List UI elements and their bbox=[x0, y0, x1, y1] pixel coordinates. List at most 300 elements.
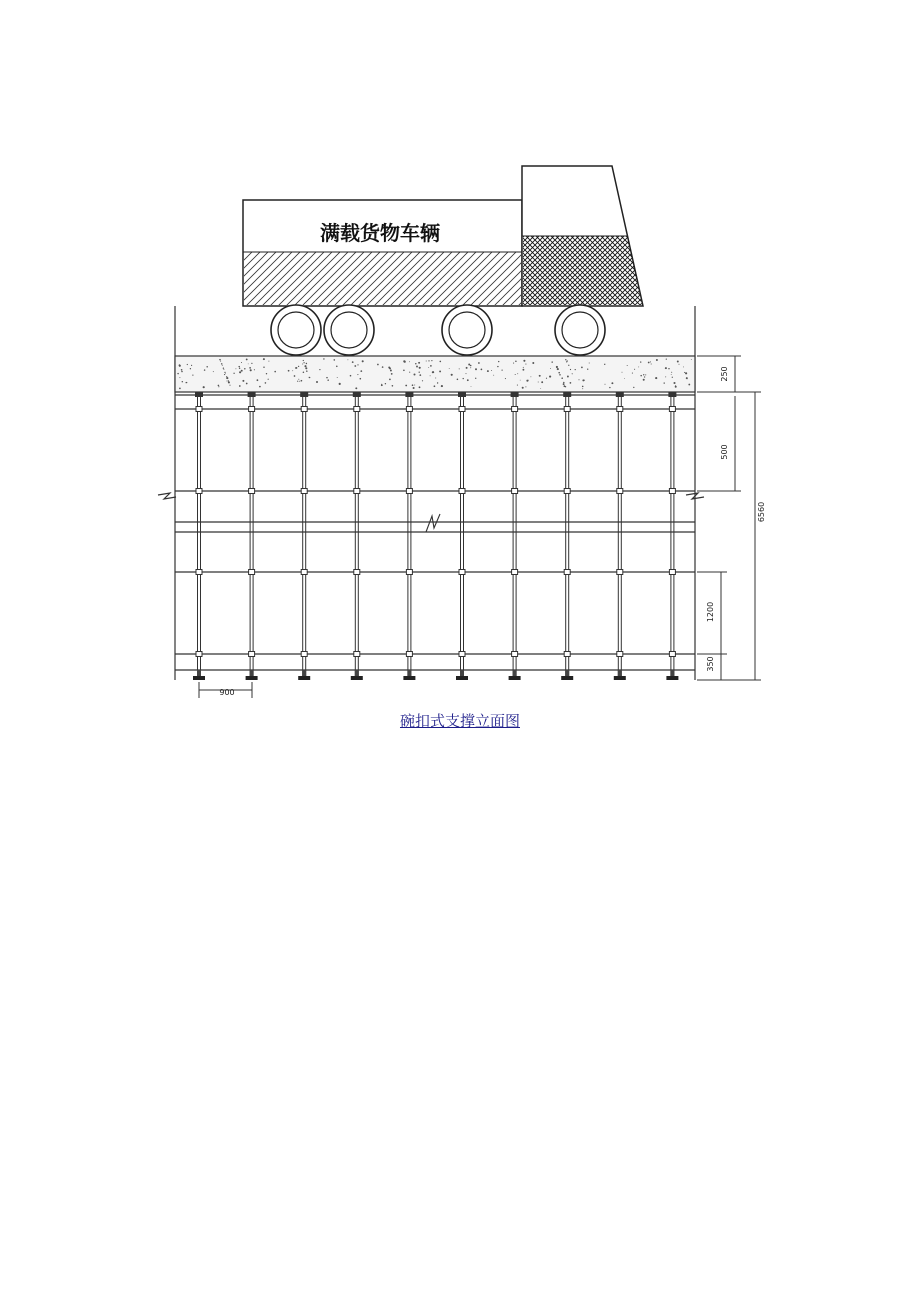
aggregate-dot bbox=[228, 381, 230, 383]
base-plate bbox=[403, 676, 415, 680]
bowl-joint bbox=[617, 489, 623, 494]
aggregate-dot bbox=[426, 361, 427, 362]
aggregate-dot bbox=[381, 384, 383, 386]
aggregate-dot bbox=[309, 377, 310, 378]
aggregate-dot bbox=[355, 387, 357, 389]
aggregate-dot bbox=[412, 384, 414, 386]
aggregate-dot bbox=[224, 374, 225, 375]
aggregate-dot bbox=[219, 359, 221, 361]
aggregate-dot bbox=[470, 365, 472, 367]
aggregate-dot bbox=[570, 369, 571, 370]
bowl-joint bbox=[564, 652, 570, 657]
bowl-joint bbox=[196, 489, 202, 494]
bowl-joint bbox=[669, 570, 675, 575]
aggregate-dot bbox=[651, 363, 652, 364]
aggregate-dot bbox=[347, 359, 348, 360]
base-jack bbox=[670, 670, 674, 676]
aggregate-dot bbox=[441, 385, 443, 387]
truck-wheels bbox=[271, 305, 605, 355]
aggregate-dot bbox=[418, 362, 420, 364]
aggregate-dot bbox=[357, 364, 358, 365]
aggregate-dot bbox=[505, 378, 506, 379]
aggregate-dot bbox=[306, 370, 308, 372]
bowl-joint bbox=[301, 652, 307, 657]
aggregate-dot bbox=[665, 376, 666, 377]
aggregate-dot bbox=[409, 372, 410, 373]
aggregate-dot bbox=[557, 368, 559, 370]
aggregate-dot bbox=[578, 379, 579, 380]
aggregate-dot bbox=[357, 374, 358, 375]
aggregate-dot bbox=[360, 378, 362, 380]
aggregate-dot bbox=[239, 368, 240, 369]
base-plate bbox=[509, 676, 521, 680]
aggregate-dot bbox=[182, 381, 183, 382]
bowl-joint bbox=[617, 570, 623, 575]
aggregate-dot bbox=[644, 376, 645, 377]
aggregate-dot bbox=[435, 378, 436, 379]
aggregate-dot bbox=[498, 361, 499, 362]
top-support bbox=[458, 392, 466, 397]
aggregate-dot bbox=[235, 368, 236, 369]
aggregate-dot bbox=[525, 364, 526, 365]
aggregate-dot bbox=[664, 382, 665, 383]
aggregate-dot bbox=[179, 377, 180, 378]
aggregate-dot bbox=[538, 382, 539, 383]
bowl-joint bbox=[354, 652, 360, 657]
aggregate-dot bbox=[638, 366, 639, 367]
aggregate-dot bbox=[563, 382, 565, 384]
aggregate-dot bbox=[439, 361, 441, 363]
aggregate-dot bbox=[228, 380, 229, 381]
aggregate-dot bbox=[523, 360, 525, 362]
aggregate-dot bbox=[179, 388, 181, 390]
dim-step: 1200 bbox=[706, 601, 715, 623]
aggregate-dot bbox=[223, 368, 224, 369]
aggregate-dot bbox=[419, 367, 421, 369]
base-plate bbox=[614, 676, 626, 680]
aggregate-dot bbox=[303, 362, 304, 363]
break-marker-right bbox=[686, 493, 704, 499]
aggregate-dot bbox=[671, 372, 672, 373]
aggregate-dot bbox=[497, 366, 498, 367]
aggregate-dot bbox=[191, 365, 192, 366]
aggregate-dot bbox=[362, 360, 364, 362]
aggregate-dot bbox=[515, 361, 517, 363]
bowl-joint bbox=[617, 407, 623, 412]
bowl-joint bbox=[406, 570, 412, 575]
aggregate-dot bbox=[239, 371, 241, 373]
bowl-joint bbox=[354, 407, 360, 412]
aggregate-dot bbox=[656, 359, 658, 361]
aggregate-dot bbox=[465, 373, 466, 374]
aggregate-dot bbox=[605, 384, 606, 385]
aggregate-dot bbox=[179, 365, 181, 367]
aggregate-dot bbox=[221, 363, 222, 364]
bowl-joint bbox=[669, 407, 675, 412]
aggregate-dot bbox=[433, 372, 435, 374]
base-jack bbox=[355, 670, 359, 676]
aggregate-dot bbox=[239, 385, 241, 387]
aggregate-dot bbox=[414, 385, 415, 386]
aggregate-dot bbox=[403, 370, 405, 372]
truck-cab-load bbox=[523, 236, 642, 305]
aggregate-dot bbox=[675, 385, 676, 386]
bowl-joint bbox=[512, 407, 518, 412]
aggregate-dot bbox=[319, 369, 320, 370]
bowl-joint bbox=[249, 489, 255, 494]
aggregate-dot bbox=[218, 385, 220, 387]
bowl-joint bbox=[406, 652, 412, 657]
aggregate-dot bbox=[385, 383, 386, 384]
aggregate-dot bbox=[391, 373, 393, 375]
aggregate-dot bbox=[218, 386, 219, 387]
aggregate-dot bbox=[685, 372, 687, 374]
aggregate-dot bbox=[354, 365, 356, 367]
aggregate-dot bbox=[302, 364, 303, 365]
aggregate-dot bbox=[673, 382, 675, 384]
aggregate-dot bbox=[587, 369, 588, 370]
bowl-buckle-scaffold bbox=[175, 392, 695, 680]
aggregate-dot bbox=[403, 360, 405, 362]
aggregate-dot bbox=[449, 368, 450, 369]
aggregate-dot bbox=[192, 375, 193, 376]
aggregate-dot bbox=[413, 373, 415, 375]
aggregate-dot bbox=[655, 377, 657, 379]
aggregate-dot bbox=[339, 383, 341, 385]
base-jack bbox=[302, 670, 306, 676]
aggregate-dot bbox=[683, 366, 684, 367]
aggregate-dot bbox=[430, 365, 432, 367]
aggregate-dot bbox=[627, 365, 628, 366]
aggregate-dot bbox=[303, 360, 304, 361]
aggregate-dot bbox=[294, 375, 296, 377]
aggregate-dot bbox=[468, 364, 470, 366]
aggregate-dot bbox=[645, 374, 646, 375]
aggregate-dot bbox=[550, 368, 551, 369]
aggregate-dot bbox=[526, 380, 528, 382]
base-jack bbox=[197, 670, 201, 676]
aggregate-dot bbox=[522, 387, 524, 389]
aggregate-dot bbox=[220, 361, 221, 362]
aggregate-dot bbox=[392, 385, 394, 387]
aggregate-dot bbox=[561, 377, 563, 379]
bowl-joint bbox=[249, 652, 255, 657]
aggregate-dot bbox=[451, 374, 453, 376]
bowl-joint bbox=[564, 489, 570, 494]
break-marker-left bbox=[158, 493, 176, 499]
aggregate-dot bbox=[431, 360, 432, 361]
dim-slab: 250 bbox=[720, 366, 729, 382]
aggregate-dot bbox=[350, 375, 352, 377]
bowl-joint bbox=[249, 407, 255, 412]
base-jack bbox=[407, 670, 411, 676]
aggregate-dot bbox=[265, 382, 267, 384]
aggregate-dot bbox=[299, 381, 300, 382]
aggregate-dot bbox=[466, 367, 468, 369]
aggregate-dot bbox=[203, 386, 205, 388]
aggregate-dot bbox=[493, 375, 494, 376]
aggregate-dot bbox=[223, 369, 224, 370]
top-support bbox=[353, 392, 361, 397]
aggregate-dot bbox=[389, 367, 391, 369]
aggregate-dot bbox=[326, 377, 328, 379]
aggregate-dot bbox=[604, 364, 605, 365]
aggregate-dot bbox=[377, 364, 379, 366]
aggregate-dot bbox=[437, 382, 438, 383]
aggregate-dot bbox=[520, 380, 521, 381]
aggregate-dot bbox=[463, 378, 464, 379]
aggregate-dot bbox=[677, 361, 679, 363]
aggregate-dot bbox=[515, 374, 516, 375]
aggregate-dot bbox=[564, 385, 566, 387]
aggregate-dot bbox=[206, 366, 208, 368]
aggregate-dot bbox=[517, 373, 518, 374]
aggregate-dot bbox=[491, 370, 492, 371]
top-support bbox=[405, 392, 413, 397]
aggregate-dot bbox=[532, 362, 534, 364]
bowl-joint bbox=[249, 570, 255, 575]
aggregate-dot bbox=[666, 358, 667, 359]
aggregate-dot bbox=[177, 373, 178, 374]
aggregate-dot bbox=[611, 382, 613, 384]
base-jack bbox=[618, 670, 622, 676]
bowl-joint bbox=[196, 407, 202, 412]
aggregate-dot bbox=[549, 376, 551, 378]
aggregate-dot bbox=[565, 359, 566, 360]
aggregate-dot bbox=[295, 367, 296, 368]
aggregate-dot bbox=[249, 367, 251, 369]
base-plate bbox=[193, 676, 205, 680]
aggregate-dot bbox=[430, 375, 431, 376]
aggregate-dot bbox=[305, 367, 307, 369]
aggregate-dot bbox=[475, 368, 477, 370]
aggregate-dot bbox=[434, 385, 436, 387]
aggregate-dot bbox=[567, 376, 569, 378]
bowl-joint bbox=[406, 407, 412, 412]
aggregate-dot bbox=[263, 358, 265, 360]
aggregate-dot bbox=[556, 366, 558, 368]
aggregate-dot bbox=[224, 372, 225, 373]
aggregate-dot bbox=[292, 370, 293, 371]
truck-cargo-load bbox=[244, 252, 521, 305]
drawing-caption[interactable]: 碗扣式支撑立面图 bbox=[399, 712, 520, 730]
aggregate-dot bbox=[551, 361, 552, 362]
aggregate-dot bbox=[478, 362, 480, 364]
aggregate-dot bbox=[268, 379, 269, 380]
bowl-joint bbox=[669, 489, 675, 494]
aggregate-dot bbox=[268, 361, 269, 362]
aggregate-dot bbox=[226, 380, 227, 381]
bowl-joint bbox=[354, 570, 360, 575]
aggregate-dot bbox=[246, 358, 248, 360]
aggregate-dot bbox=[229, 385, 230, 386]
aggregate-dot bbox=[242, 380, 244, 382]
bowl-joint bbox=[196, 570, 202, 575]
aggregate-dot bbox=[650, 361, 651, 362]
aggregate-dot bbox=[541, 381, 543, 383]
aggregate-dot bbox=[589, 363, 590, 364]
aggregate-dot bbox=[419, 374, 421, 376]
aggregate-dot bbox=[336, 366, 338, 368]
aggregate-dot bbox=[303, 372, 305, 374]
dimension-lines bbox=[199, 356, 761, 698]
base-jack bbox=[565, 670, 569, 676]
aggregate-dot bbox=[582, 388, 583, 389]
aggregate-dot bbox=[622, 372, 623, 373]
aggregate-dot bbox=[648, 362, 650, 364]
aggregate-dot bbox=[419, 386, 421, 388]
bowl-joint bbox=[512, 489, 518, 494]
aggregate-dot bbox=[190, 368, 191, 369]
aggregate-dot bbox=[540, 388, 541, 389]
aggregate-dot bbox=[254, 369, 255, 370]
aggregate-dot bbox=[634, 369, 635, 370]
aggregate-dot bbox=[517, 385, 518, 386]
aggregate-dot bbox=[415, 363, 416, 364]
aggregate-dot bbox=[672, 377, 673, 378]
aggregate-dot bbox=[513, 363, 514, 364]
bowl-joint bbox=[354, 489, 360, 494]
aggregate-dot bbox=[439, 370, 441, 372]
dim-spacing: 900 bbox=[219, 688, 235, 697]
base-plate bbox=[456, 676, 468, 680]
aggregate-dot bbox=[457, 379, 459, 381]
bowl-joint bbox=[617, 652, 623, 657]
bowl-joint bbox=[406, 489, 412, 494]
aggregate-dot bbox=[419, 372, 420, 373]
aggregate-dot bbox=[416, 366, 418, 368]
aggregate-dot bbox=[581, 367, 583, 369]
base-plate bbox=[666, 676, 678, 680]
aggregate-dot bbox=[233, 373, 234, 374]
bowl-joint bbox=[196, 652, 202, 657]
aggregate-dot bbox=[459, 368, 460, 369]
aggregate-dot bbox=[530, 376, 531, 377]
aggregate-dot bbox=[244, 368, 246, 370]
aggregate-dot bbox=[413, 387, 415, 389]
bowl-joint bbox=[459, 489, 465, 494]
bowl-joint bbox=[459, 407, 465, 412]
aggregate-dot bbox=[409, 361, 410, 362]
aggregate-dot bbox=[470, 367, 471, 368]
aggregate-dot bbox=[633, 387, 634, 388]
aggregate-dot bbox=[422, 380, 423, 381]
aggregate-dot bbox=[304, 365, 306, 367]
aggregate-dot bbox=[428, 360, 429, 361]
base-jack bbox=[513, 670, 517, 676]
aggregate-dot bbox=[609, 387, 610, 388]
base-plate bbox=[351, 676, 363, 680]
aggregate-dot bbox=[185, 382, 186, 383]
aggregate-dot bbox=[501, 369, 502, 370]
aggregate-dot bbox=[225, 373, 226, 374]
aggregate-dot bbox=[688, 384, 690, 386]
aggregate-dot bbox=[487, 370, 489, 372]
aggregate-dot bbox=[471, 386, 472, 387]
aggregate-dot bbox=[222, 365, 223, 366]
aggregate-dot bbox=[274, 371, 276, 373]
bowl-joint bbox=[669, 652, 675, 657]
aggregate-dot bbox=[352, 361, 354, 363]
top-support bbox=[195, 392, 203, 397]
aggregate-dot bbox=[259, 386, 261, 388]
aggregate-dot bbox=[181, 371, 183, 373]
aggregate-dot bbox=[559, 374, 561, 376]
aggregate-dot bbox=[226, 377, 228, 379]
aggregate-dot bbox=[301, 380, 303, 382]
aggregate-dot bbox=[671, 374, 672, 375]
aggregate-dot bbox=[288, 370, 290, 372]
aggregate-dot bbox=[266, 373, 267, 374]
aggregate-dot bbox=[643, 374, 644, 375]
vehicle-label: 满载货物车辆 bbox=[320, 221, 440, 245]
aggregate-dot bbox=[241, 362, 242, 363]
aggregate-dot bbox=[558, 372, 560, 374]
aggregate-dot bbox=[333, 359, 335, 361]
base-plate bbox=[561, 676, 573, 680]
aggregate-dot bbox=[632, 373, 633, 374]
aggregate-dot bbox=[213, 371, 214, 372]
bowl-joint bbox=[512, 652, 518, 657]
aggregate-dot bbox=[481, 369, 483, 371]
aggregate-dot bbox=[263, 367, 264, 368]
aggregate-dot bbox=[640, 375, 642, 377]
aggregate-dot bbox=[570, 382, 572, 384]
aggregate-dot bbox=[566, 361, 567, 362]
aggregate-dot bbox=[297, 381, 298, 382]
aggregate-dot bbox=[257, 379, 259, 381]
top-support bbox=[563, 392, 571, 397]
base-jack bbox=[460, 670, 464, 676]
aggregate-dot bbox=[575, 369, 576, 370]
aggregate-dot bbox=[582, 379, 584, 381]
top-support bbox=[248, 392, 256, 397]
bowl-joint bbox=[564, 407, 570, 412]
bowl-joint bbox=[564, 570, 570, 575]
dim-total: 6560 bbox=[757, 501, 766, 523]
aggregate-dot bbox=[306, 363, 307, 364]
bowl-joint bbox=[301, 570, 307, 575]
aggregate-dot bbox=[467, 379, 469, 381]
dim-top-step: 500 bbox=[720, 444, 729, 460]
break-marker-center bbox=[426, 514, 440, 532]
aggregate-dot bbox=[298, 366, 299, 367]
base-jack bbox=[250, 670, 254, 676]
aggregate-dot bbox=[563, 383, 565, 385]
top-support bbox=[300, 392, 308, 397]
aggregate-dot bbox=[390, 370, 392, 372]
aggregate-dot bbox=[475, 378, 476, 379]
aggregate-dot bbox=[665, 367, 667, 369]
bowl-joint bbox=[301, 407, 307, 412]
aggregate-dot bbox=[691, 359, 692, 360]
aggregate-dot bbox=[246, 383, 248, 385]
bowl-joint bbox=[459, 652, 465, 657]
aggregate-dot bbox=[546, 378, 547, 379]
aggregate-dot bbox=[624, 378, 625, 379]
dim-bottom-step: 350 bbox=[706, 656, 715, 672]
aggregate-dot bbox=[684, 372, 685, 373]
loaded-truck bbox=[243, 166, 643, 355]
base-plate bbox=[298, 676, 310, 680]
top-support bbox=[616, 392, 624, 397]
aggregate-dot bbox=[248, 364, 249, 365]
aggregate-dot bbox=[679, 364, 680, 365]
aggregate-dot bbox=[389, 379, 391, 381]
aggregate-dot bbox=[539, 375, 541, 377]
aggregate-dot bbox=[238, 366, 239, 367]
top-support bbox=[668, 392, 676, 397]
